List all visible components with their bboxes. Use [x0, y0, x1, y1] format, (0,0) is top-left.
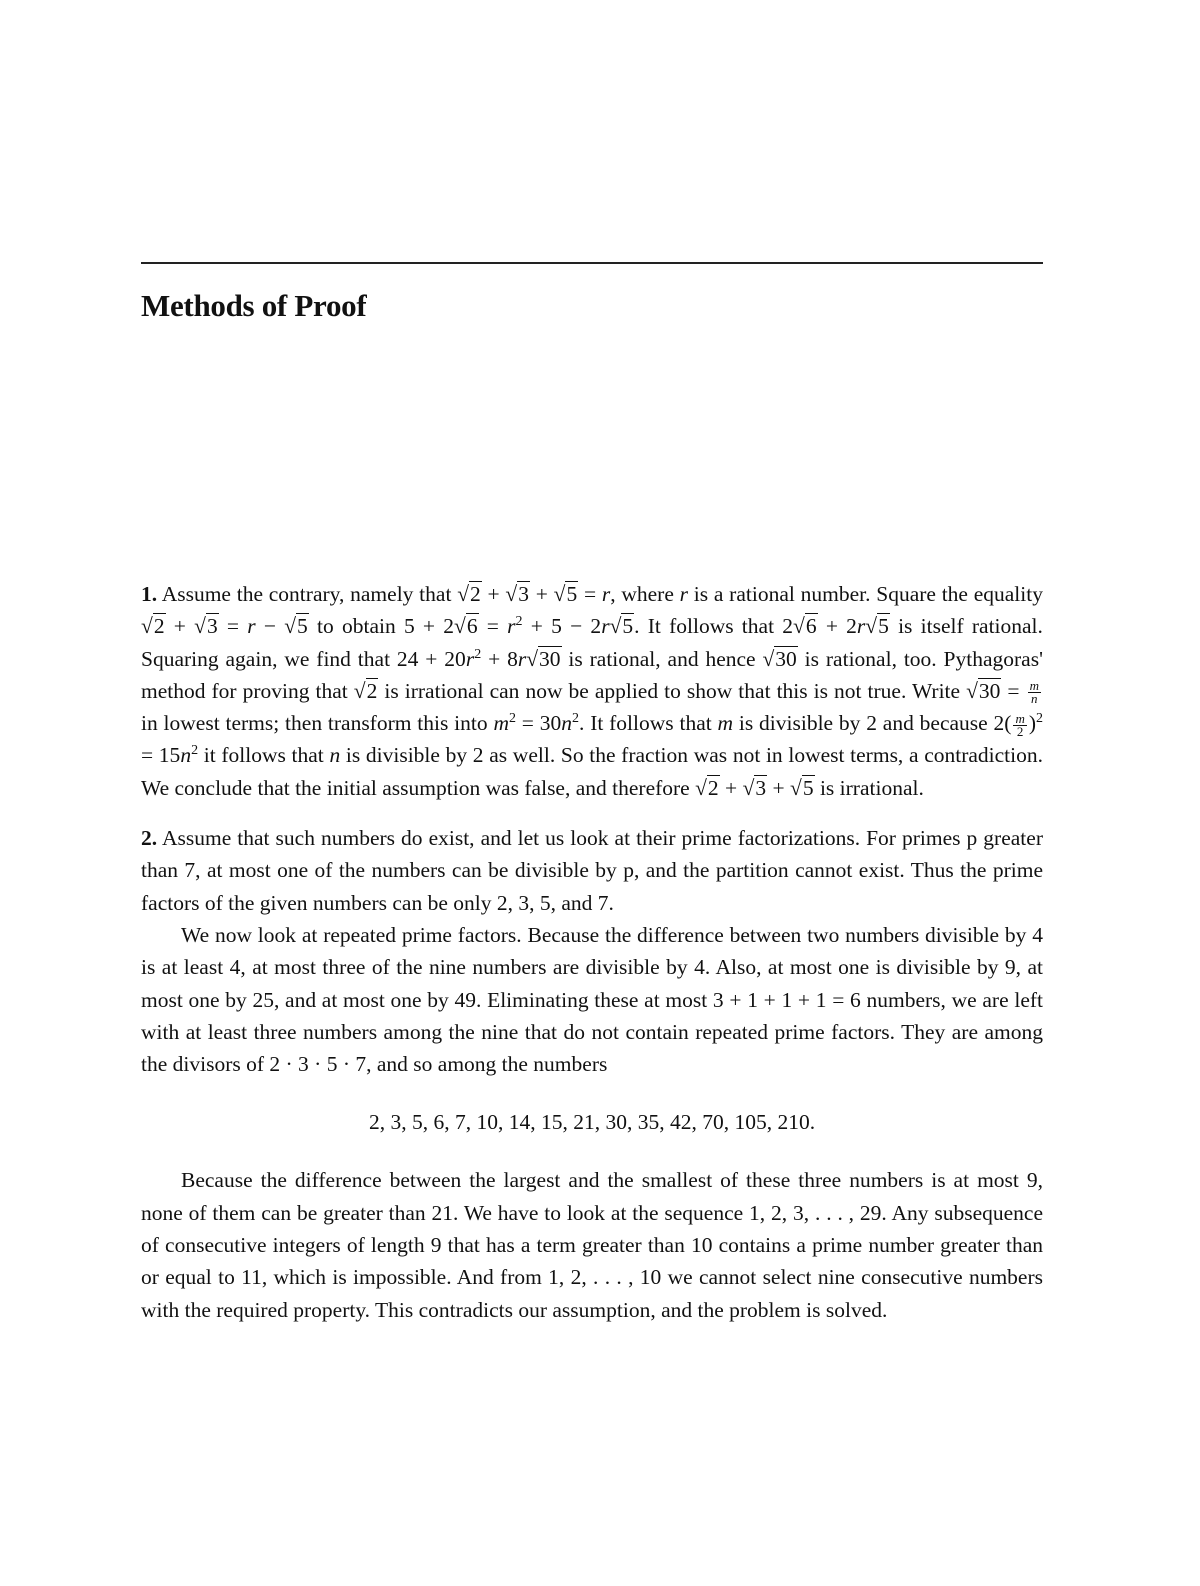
solution-2-paragraph-2: We now look at repeated prime factors. Because the difference between two numbers divisible by 4 is at least 4, at most three of the nine numbers are divisible by 4. Also, at most one is divisible by 9, at most one by 25, and at most one by 49. Eliminating these at most 3 + 1 + 1 + 1 = 6 numbers, we are left with at least three numbers among the nine that do not contain repeated prime factors. They are among the divisors of 2 · 3 · 5 · 7, and so among the numbers [141, 922, 1043, 1077]
page-title: Methods of Proof [141, 288, 367, 323]
header-rule [141, 262, 1043, 264]
solution-number: 2. [141, 826, 158, 851]
solution-1: 1. Assume the contrary, namely that √2 + √3 + √5 = r, where r is a rational number. Square the equality √2 + √3 = r − √5 to obtain $5 + 2√6 = r^2 + 5 - 2r√5$. It follows that 2√6 + 2r√5 is itself rational. Squaring again, we find that $24 + 20r^2 + 8r√30$ is rational, and hence √30 is rational, too. Pythagoras' method for proving that √2 is irrational can now be applied to show that this is not true. Write √30 = $\frac{m}{n}$ in lowest terms; then transform this into $m^2 = 30n^2$. It follows that m is divisible by 2 and because 2( $\frac{m}{2}$ )$^2 = 15n^2$ it follows that n is divisible by 2 as well. So the fraction was not in lowest terms, a contradiction. We conclude that the initial assumption was false, and therefore √2 + √3 + √5 is irrational. [141, 582, 1044, 800]
solutions-body [141, 578, 1043, 1326]
divisor-list: 2, 3, 5, 6, 7, 10, 14, 15, 21, 30, 35, 42, 70, 105, 210. [368, 1110, 816, 1135]
solution-2-paragraph-1 [141, 822, 1043, 919]
solution-2-text-1: Assume that such numbers do exist, and let us look at their prime factorizations. For primes p greater than 7, at most one of the numbers can be divisible by p, and the partition cannot exist. Thus the prime factors of the given numbers can be only 2, 3, 5, and 7. [141, 826, 1043, 915]
solution-number: 1. [141, 582, 158, 606]
solution-2-paragraph-3: Because the difference between the largest and the smallest of these three numbers is at most 9, none of them can be greater than 21. We have to look at the sequence 1, 2, 3, . . . , 29. Any subsequence of consecutive integers of length 9 that has a term greater than 10 contains a prime number greater than or equal to 11, which is impossible. And from 1, 2, . . . , 10 we cannot select nine consecutive numbers with the required property. This contradicts our assumption, and the problem is solved. [141, 1168, 1043, 1322]
